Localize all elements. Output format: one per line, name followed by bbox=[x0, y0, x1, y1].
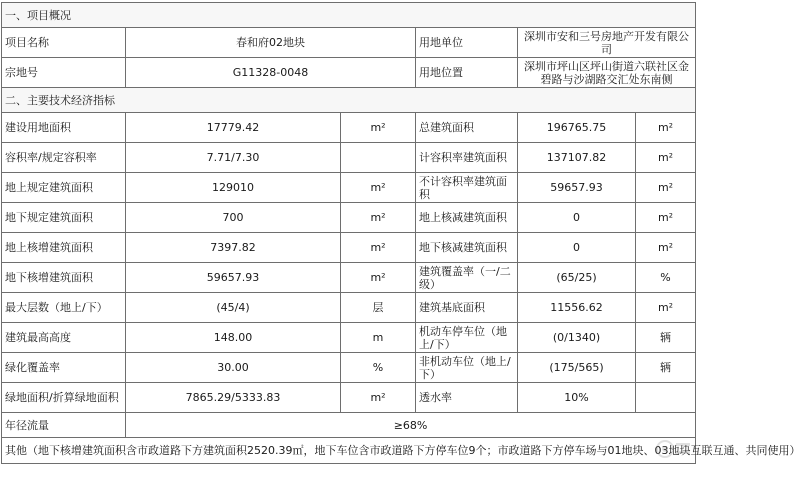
right-value: (0/1340) bbox=[518, 323, 636, 353]
left-unit: m² bbox=[341, 113, 416, 143]
left-label: 建设用地面积 bbox=[2, 113, 126, 143]
left-value: 700 bbox=[126, 203, 341, 233]
left-label: 地上规定建筑面积 bbox=[2, 173, 126, 203]
left-label: 绿地面积/折算绿地面积 bbox=[2, 383, 126, 413]
right-value: 0 bbox=[518, 203, 636, 233]
right-unit: m² bbox=[636, 233, 696, 263]
left-unit: m² bbox=[341, 263, 416, 293]
right-unit: % bbox=[636, 263, 696, 293]
location-value: 深圳市坪山区坪山街道六联社区金碧路与沙湖路交汇处东南侧 bbox=[518, 58, 696, 88]
section-row-indicators bbox=[2, 88, 696, 113]
left-value: 148.00 bbox=[126, 323, 341, 353]
left-value: (45/4) bbox=[126, 293, 341, 323]
indicator-rows bbox=[2, 113, 696, 413]
right-label: 地下核减建筑面积 bbox=[416, 233, 518, 263]
right-unit: 辆 bbox=[636, 353, 696, 383]
left-label: 地下规定建筑面积 bbox=[2, 203, 126, 233]
table-row bbox=[2, 173, 696, 203]
table-row bbox=[2, 28, 696, 58]
left-value: 17779.42 bbox=[126, 113, 341, 143]
location-label: 用地位置 bbox=[416, 58, 518, 88]
right-label: 机动车停车位（地上/下） bbox=[416, 323, 518, 353]
right-label: 建筑覆盖率（一/二级） bbox=[416, 263, 518, 293]
right-label: 地上核减建筑面积 bbox=[416, 203, 518, 233]
table-row bbox=[2, 233, 696, 263]
right-unit: m² bbox=[636, 113, 696, 143]
left-unit: 层 bbox=[341, 293, 416, 323]
right-label: 透水率 bbox=[416, 383, 518, 413]
section-row-overview bbox=[2, 3, 696, 28]
right-value: 11556.62 bbox=[518, 293, 636, 323]
left-label: 绿化覆盖率 bbox=[2, 353, 126, 383]
runoff-label: 年径流量 bbox=[2, 413, 126, 438]
left-unit bbox=[341, 143, 416, 173]
right-value: 196765.75 bbox=[518, 113, 636, 143]
right-value: 10% bbox=[518, 383, 636, 413]
right-value: 59657.93 bbox=[518, 173, 636, 203]
left-value: 7397.82 bbox=[126, 233, 341, 263]
parcel-value: G11328-0048 bbox=[126, 58, 416, 88]
left-label: 地上核增建筑面积 bbox=[2, 233, 126, 263]
indicator-table bbox=[1, 2, 800, 464]
table-row bbox=[2, 263, 696, 293]
right-unit: m² bbox=[636, 203, 696, 233]
left-unit: m² bbox=[341, 233, 416, 263]
table-row bbox=[2, 383, 696, 413]
left-value: 30.00 bbox=[126, 353, 341, 383]
runoff-value: ≥68% bbox=[126, 413, 696, 438]
right-value: 0 bbox=[518, 233, 636, 263]
right-unit bbox=[636, 383, 696, 413]
table-row bbox=[2, 143, 696, 173]
left-unit: m² bbox=[341, 383, 416, 413]
left-unit: m² bbox=[341, 173, 416, 203]
left-unit: % bbox=[341, 353, 416, 383]
left-unit: m² bbox=[341, 203, 416, 233]
left-label: 最大层数（地上/下） bbox=[2, 293, 126, 323]
left-label: 地下核增建筑面积 bbox=[2, 263, 126, 293]
project-name-label: 项目名称 bbox=[2, 28, 126, 58]
note-text: 其他（地下核增建筑面积含市政道路下方建筑面积2520.39㎡，地下车位含市政道路下方停车位9个；市政道路下方停车场与01地块、03地块互联互通、共同使用） bbox=[2, 438, 696, 464]
right-value: (65/25) bbox=[518, 263, 636, 293]
project-name-value: 春和府02地块 bbox=[126, 28, 416, 58]
table-row bbox=[2, 353, 696, 383]
right-label: 总建筑面积 bbox=[416, 113, 518, 143]
left-unit: m bbox=[341, 323, 416, 353]
runoff-row bbox=[2, 413, 696, 438]
right-label: 不计容积率建筑面积 bbox=[416, 173, 518, 203]
left-value: 7865.29/5333.83 bbox=[126, 383, 341, 413]
right-unit: 辆 bbox=[636, 323, 696, 353]
land-unit-label: 用地单位 bbox=[416, 28, 518, 58]
right-unit: m² bbox=[636, 143, 696, 173]
parcel-label: 宗地号 bbox=[2, 58, 126, 88]
right-label: 非机动车位（地上/下） bbox=[416, 353, 518, 383]
land-unit-value: 深圳市安和三号房地产开发有限公司 bbox=[518, 28, 696, 58]
table-row bbox=[2, 113, 696, 143]
table-row bbox=[2, 58, 696, 88]
left-label: 建筑最高高度 bbox=[2, 323, 126, 353]
right-value: 137107.82 bbox=[518, 143, 636, 173]
table-row bbox=[2, 203, 696, 233]
watermark-logo-icon bbox=[654, 438, 694, 460]
left-value: 129010 bbox=[126, 173, 341, 203]
note-row bbox=[2, 438, 696, 464]
section-title-indicators: 二、主要技术经济指标 bbox=[2, 88, 696, 113]
right-value: (175/565) bbox=[518, 353, 636, 383]
right-label: 计容积率建筑面积 bbox=[416, 143, 518, 173]
right-label: 建筑基底面积 bbox=[416, 293, 518, 323]
table-row bbox=[2, 323, 696, 353]
left-value: 59657.93 bbox=[126, 263, 341, 293]
table-row bbox=[2, 293, 696, 323]
left-label: 容积率/规定容积率 bbox=[2, 143, 126, 173]
right-unit: m² bbox=[636, 173, 696, 203]
left-value: 7.71/7.30 bbox=[126, 143, 341, 173]
section-title-overview: 一、项目概况 bbox=[2, 3, 696, 28]
right-unit: m² bbox=[636, 293, 696, 323]
